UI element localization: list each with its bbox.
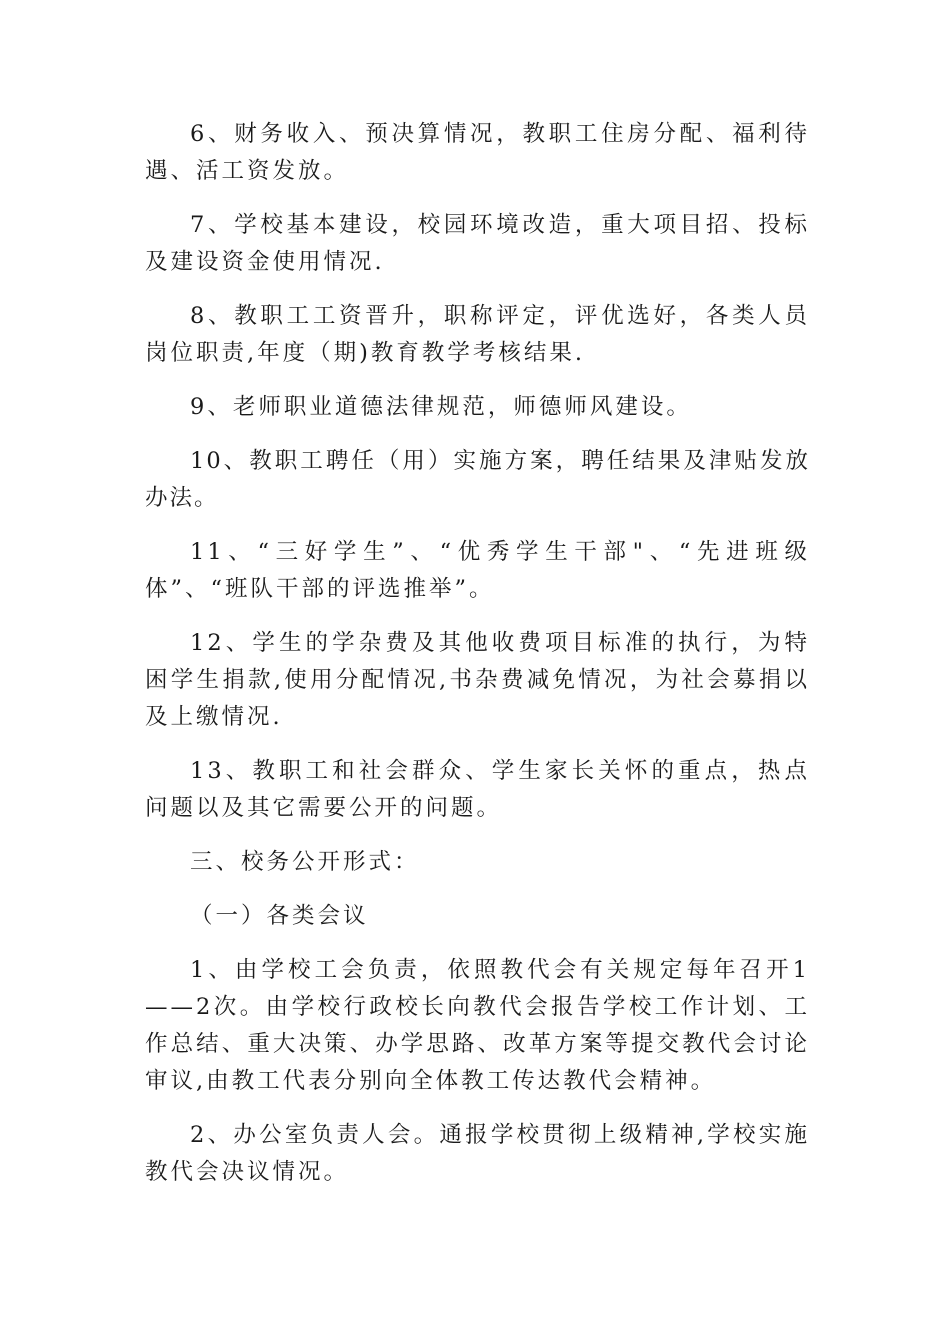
paragraph-item-7: 7、学校基本建设，校园环境改造，重大项目招、投标及建设资金使用情况. bbox=[145, 212, 810, 275]
document-body bbox=[145, 116, 810, 1208]
paragraph-item-12: 12、学生的学杂费及其他收费项目标准的执行，为特困学生捐款,使用分配情况,书杂费减免情况，为社会募捐以及上缴情况. bbox=[145, 630, 810, 730]
paragraph-item-13: 13、教职工和社会群众、学生家长关怀的重点，热点问题以及其它需要公开的问题。 bbox=[145, 758, 810, 821]
paragraph-item-10: 10、教职工聘任（用）实施方案，聘任结果及津贴发放办法。 bbox=[145, 448, 810, 511]
section-heading-publicity-forms: 三、校务公开形式： bbox=[190, 849, 420, 875]
paragraph-item-9: 9、老师职业道德法律规范，师德师风建设。 bbox=[190, 394, 692, 420]
paragraph-item-8: 8、教职工工资晋升，职称评定，评优选好，各类人员岗位职责,年度（期)教育教学考核结果. bbox=[145, 303, 810, 366]
paragraph-item-6: 6、财务收入、预决算情况，教职工住房分配、福利待遇、活工资发放。 bbox=[145, 121, 810, 184]
paragraph-item-11: 11、“三好学生”、“优秀学生干部"、“先进班级体”、“班队干部的评选推举”。 bbox=[145, 539, 810, 602]
paragraph-meeting-2: 2、办公室负责人会。通报学校贯彻上级精神,学校实施教代会决议情况。 bbox=[145, 1122, 810, 1185]
paragraph-meeting-1: 1、由学校工会负责，依照教代会有关规定每年召开1——2次。由学校行政校长向教代会报告学校工作计划、工作总结、重大决策、办学思路、改革方案等提交教代会讨论审议,由教工代表分别向全体教工传达教代会精神。 bbox=[145, 957, 810, 1094]
subsection-heading-meetings: （一）各类会议 bbox=[190, 903, 369, 929]
